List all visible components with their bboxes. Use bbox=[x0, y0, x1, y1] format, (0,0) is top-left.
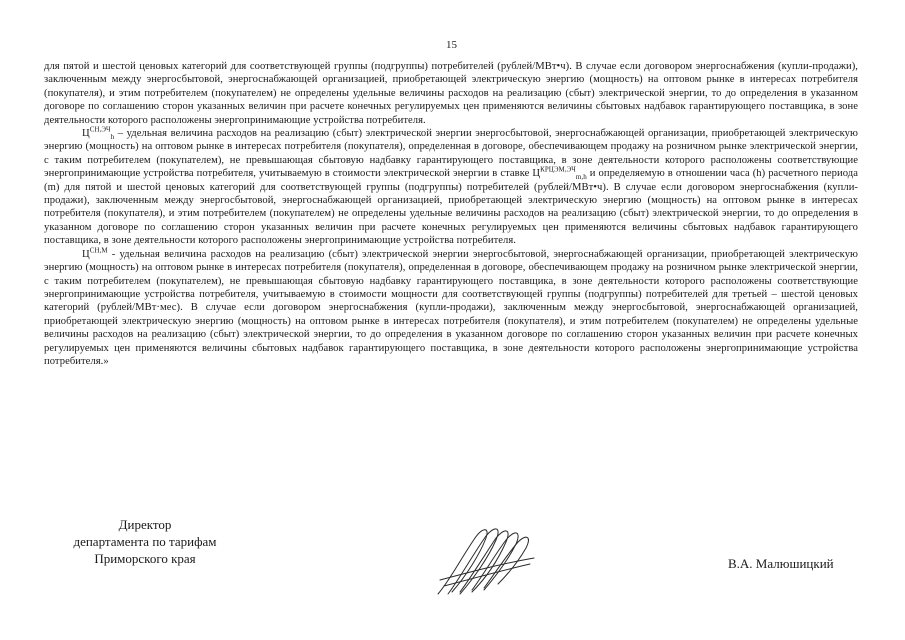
formula-symbol-energy: $Ц^{СН,ЭЧ}_h$ bbox=[82, 125, 115, 142]
position-line-3: Приморского края bbox=[94, 551, 196, 566]
formula-symbol-capacity: $Ц^{СН,М}$ bbox=[82, 246, 108, 260]
paragraph-energy-rate-definition: $Ц^{СН,ЭЧ}_h$ – удельная величина расходов на реализацию (сбыт) электрической энергии энергосбытовой, энергоснабжающей организации, приобретающей электрическую энергию (мощность) на оптовом рынке в интересах потребителя (покупателя), определенная в договоре, обеспечивающем продажу на розничном рынке электрической энергии, с таким потребителем (покупателем), не превышающая сбытовую надбавку гарантирующего поставщика, в зоне деятельности которого расположены соответствующие энергопринимающие устройства потребителя, учитываемую в стоимости электрической энергии в ставке $Ц^{КРЦЭМ,ЭЧ}_{m,h}$ и определяемую в отношении часа (h) расчетного периода (m) для пятой и шестой ценовых категорий для соответствующей группы (подгруппы) потребителей (рублей/МВт•ч). В случае если договором энергоснабжения (купли-продажи), заключенным между энергосбытовой, энергоснабжающей организацией, приобретающей электрическую энергию (мощность) на оптовом рынке в интересах потребителя (покупателя), и этим потребителем (покупателем) не определены удельные величины расходов на реализацию (сбыт) электрической энергии, то до определения в указанном договоре по соглашению сторон указанных величин при расчете конечных регулируемых цен применяются величины сбытовых надбавок гарантирующего поставщика, в зоне деятельности которого расположены энергопринимающие устройства потребителя. bbox=[44, 125, 858, 247]
page-number: 15 bbox=[446, 39, 457, 51]
paragraph-continuation: для пятой и шестой ценовых категорий для соответствующей группы (подгруппы) потребителей (рублей/МВт•ч). В случае если договором энергоснабжения (купли-продажи), заключенным между энергосбытовой, энергоснабжающей организацией, приобретающей электрическую энергию (мощность) на оптовом рынке в интересах потребителя (покупателя), и этим потребителем (покупателем) не определены удельные величины расходов на реализацию (сбыт) электрической энергии, то до определения в указанном договоре по соглашению сторон указанных величин при расчете конечных регулируемых цен применяются величины сбытовых надбавок гарантирующего поставщика, в зоне деятельности которого расположены энергопринимающие устройства потребителя. bbox=[44, 61, 858, 126]
signatory-name: В.А. Малюшицкий bbox=[728, 556, 834, 571]
paragraph-capacity-rate-definition: $Ц^{СН,М}$ - удельная величина расходов на реализацию (сбыт) электрической энергии энергосбытовой, энергоснабжающей организации, приобретающей электрическую энергию (мощность) на оптовом рынке в интересах потребителя (покупателя), определенная в договоре, обеспечивающем продажу на розничном рынке электрической энергии, с таким потребителем (покупателем), не превышающая сбытовую надбавку гарантирующего поставщика, в зоне деятельности которого расположены соответствующие энергопринимающие устройства потребителя, учитываемую в стоимости мощности для соответствующей группы (подгруппы) потребителей для третьей – шестой ценовых категорий (рублей/МВт·мес). В случае если договором энергоснабжения (купли-продажи), заключенным между энергосбытовой, энергоснабжающей организацией, приобретающей электрическую энергию (мощность) на оптовом рынке в интересах потребителя (покупателя), и этим потребителем (покупателем) не определены удельные величины расходов на реализацию (сбыт) электрической энергии, то до определения в указанном договоре по соглашению сторон указанных величин при расчете конечных регулируемых цен применяются величины сбытовых надбавок гарантирующего поставщика, в зоне деятельности которого расположены энергопринимающие устройства потребителя.» bbox=[44, 246, 858, 367]
position-line-1: Директор bbox=[118, 517, 172, 532]
document-body bbox=[44, 60, 858, 368]
handwritten-signature bbox=[430, 520, 540, 600]
signatory-position bbox=[60, 516, 230, 567]
formula-symbol-inline-rate: $Ц^{КРЦЭМ,ЭЧ}_{m,h}$ bbox=[532, 165, 587, 182]
position-line-2: департамента по тарифам bbox=[73, 534, 217, 549]
